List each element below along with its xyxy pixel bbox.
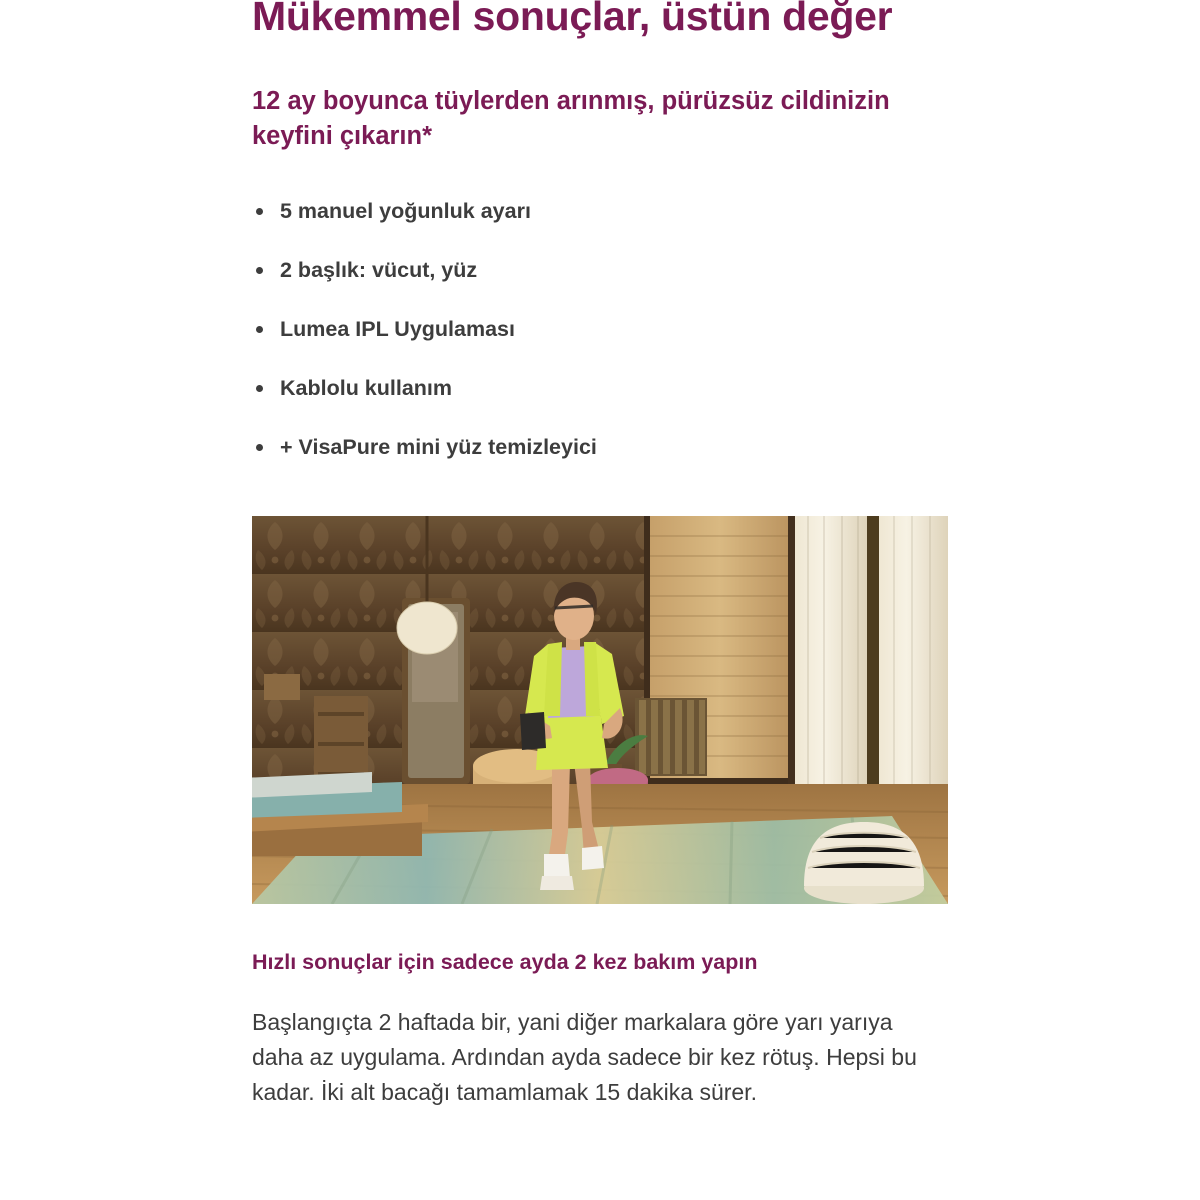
lifestyle-photo-svg [252,516,948,904]
list-item-label: 5 manuel yoğunluk ayarı [280,198,531,223]
bullet-icon [256,326,263,333]
bullet-icon [256,444,263,451]
list-item [252,197,948,226]
page-title: Mükemmel sonuçlar, üstün değer [252,0,893,39]
list-item-label: + VisaPure mini yüz temizleyici [280,434,597,459]
feature-list [252,153,948,462]
body-paragraph: Başlangıçta 2 haftada bir, yani diğer markalara göre yarı yarıya daha az uygulama. Ardından ayda sadece bir kez rötuş. Hepsi bu kadar. İki alt bacağı tamamlamak 15 dakika sürer. [252,1008,917,1105]
list-item-label: 2 başlık: vücut, yüz [280,257,478,282]
list-item [252,256,948,285]
bullet-icon [256,267,263,274]
list-item [252,374,948,403]
list-item-label: Kablolu kullanım [280,375,453,400]
bullet-icon [256,208,263,215]
image-caption: Hızlı sonuçlar için sadece ayda 2 kez bakım yapın [252,949,758,974]
list-item-label: Lumea IPL Uygulaması [280,316,515,341]
list-item [252,433,948,462]
list-item [252,315,948,344]
lifestyle-photo [252,516,948,904]
article-content [252,0,948,1110]
bullet-icon [256,385,263,392]
subheading: 12 ay boyunca tüylerden arınmış, pürüzsüz cildinizin keyfini çıkarın* [252,87,890,150]
